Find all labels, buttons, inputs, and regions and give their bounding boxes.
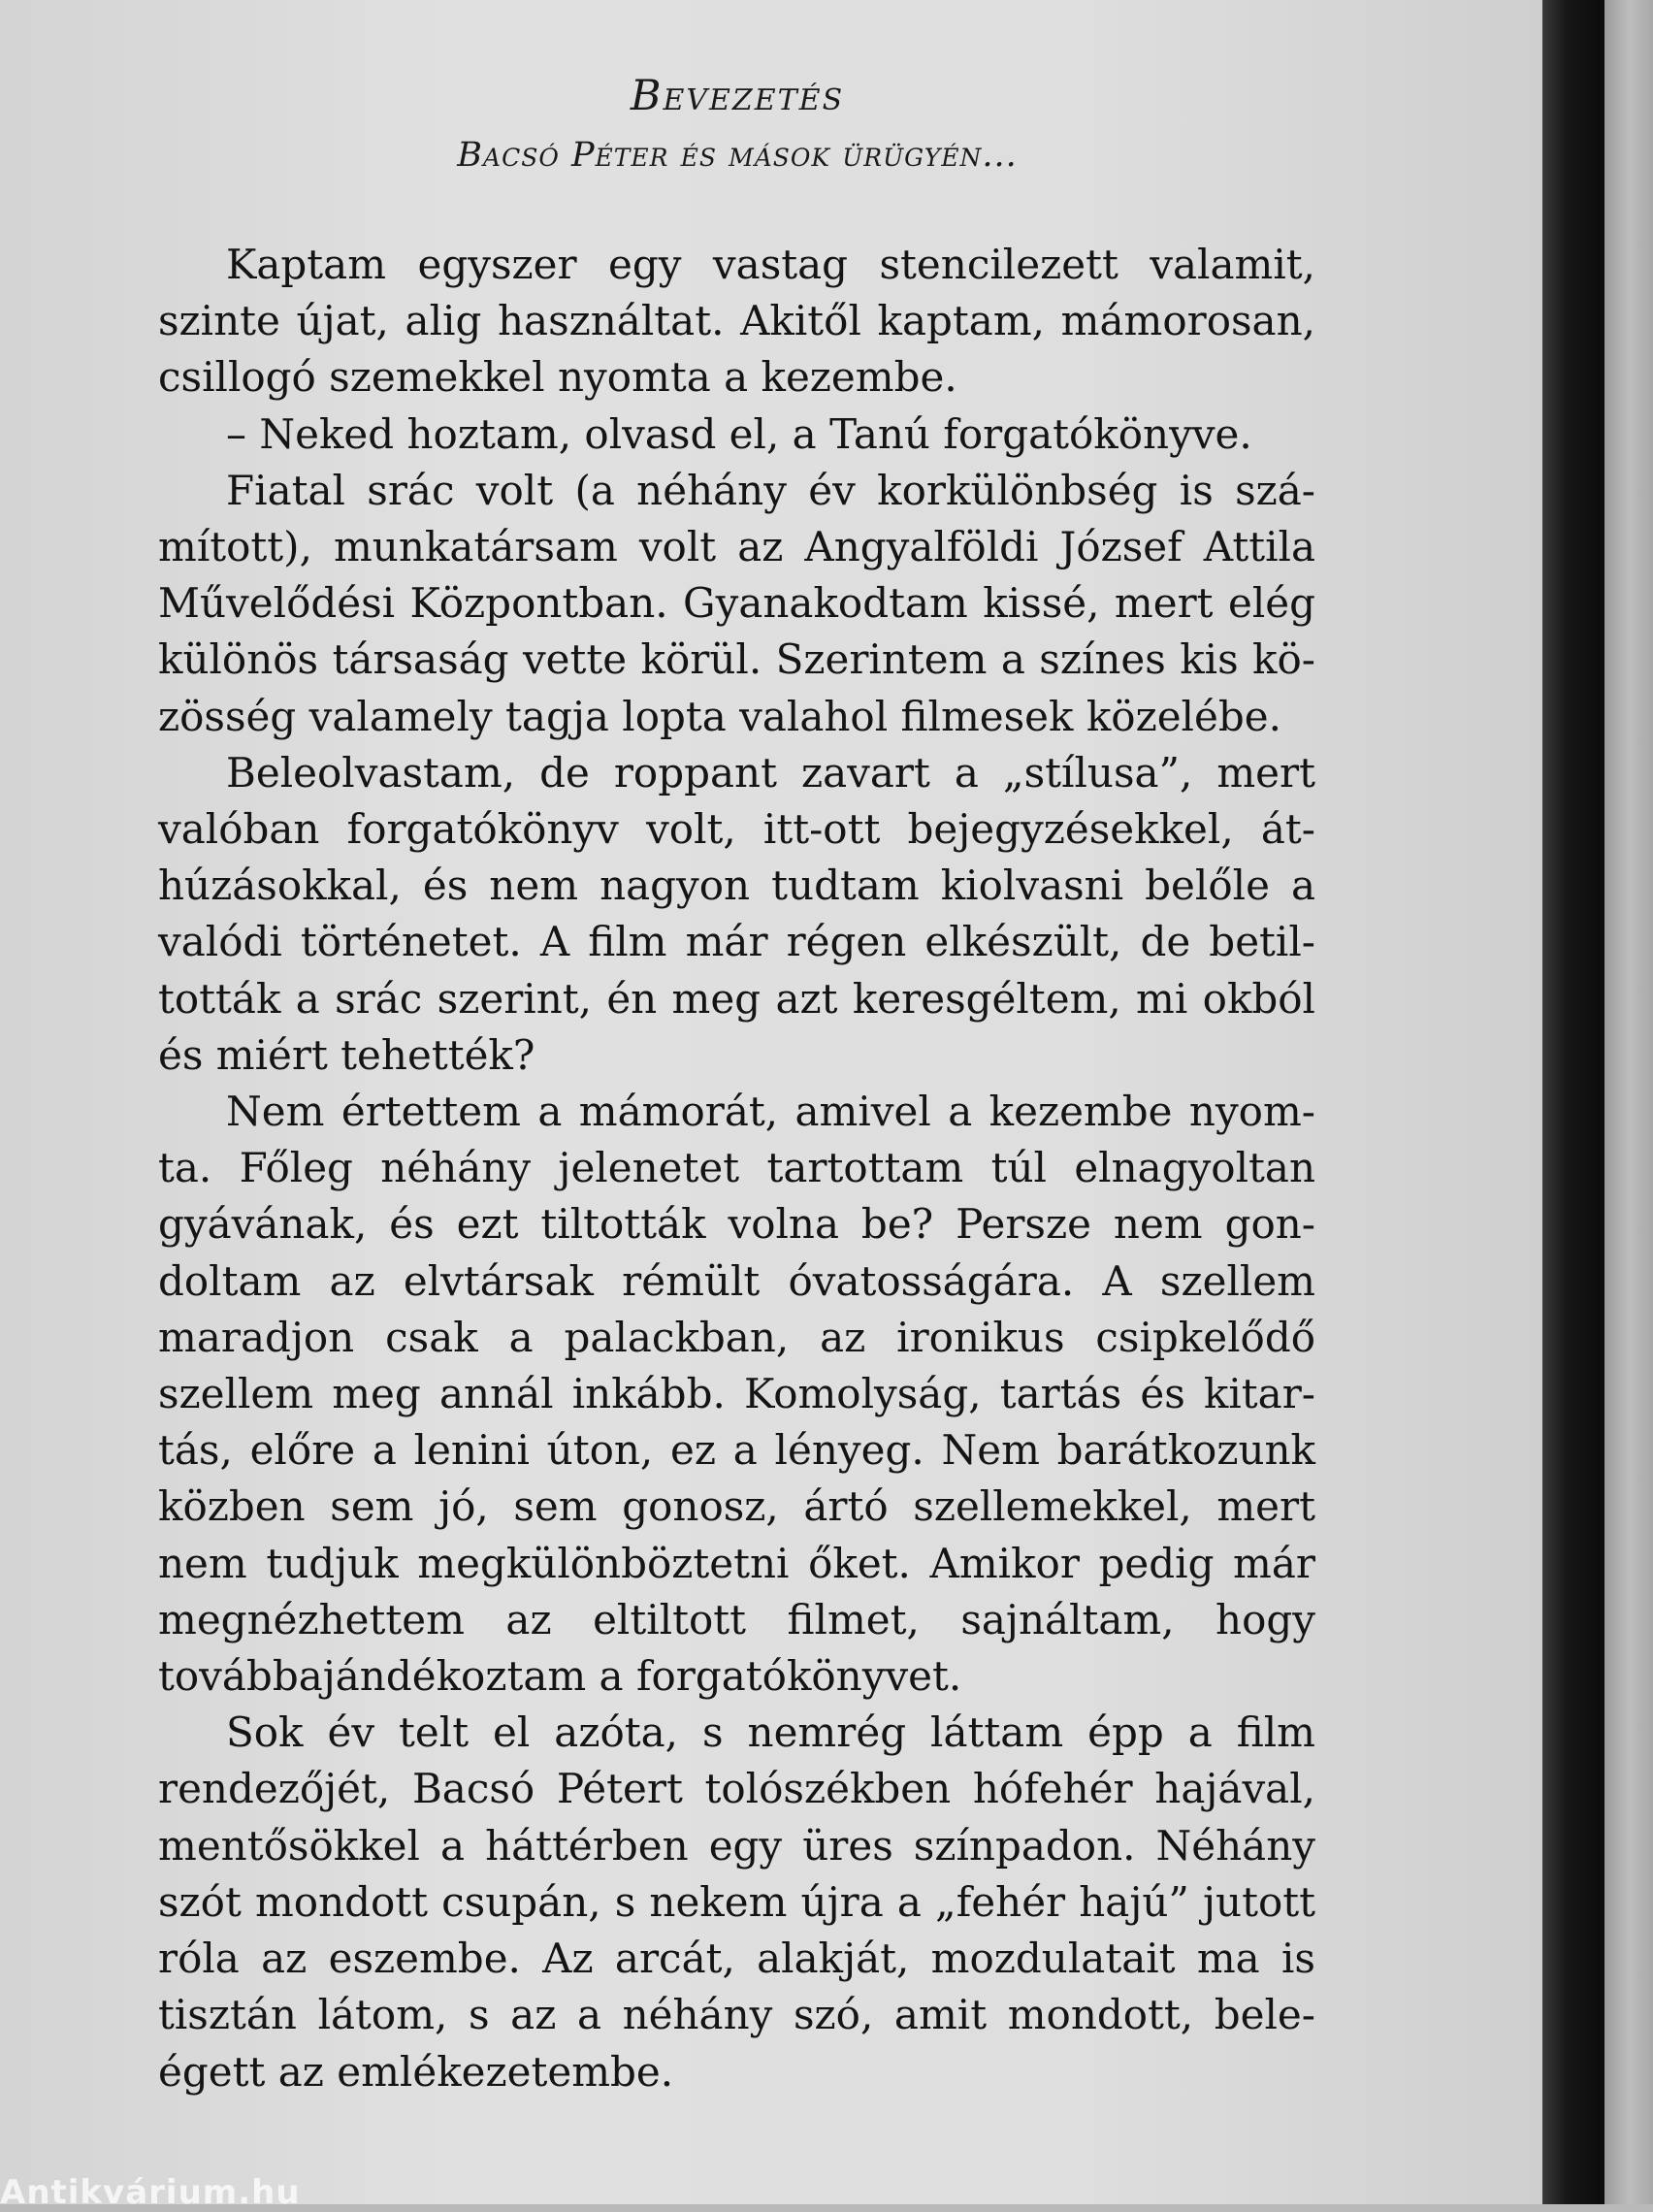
paragraph-5: Nem értettem a mámorát, amivel a kezembe nyomta. Főleg néhány jelenetet tartottam túl elnagyoltan gyávának, és ezt tiltották volna be? Persze nem gondoltam az elvtársak rémült óvatosságára. A szellem maradjon csak a palackban, az ironikus csipkelődő szellem meg annál inkább. Komolyság, tartás és kitartás, előre a lenini úton, ez a lényeg. Nem barátkozunk közben sem jó, sem gonosz, ártó szellemekkel, mert nem tudjuk megkülönböztetni őket. Amikor pedig már megnézhettem az eltiltott filmet, sajnáltam, hogy továbbajándékoztam a forgatókönyvet. <box>158 1088 1315 1701</box>
book-binding-shadow <box>1542 0 1604 2204</box>
chapter-body <box>158 237 1315 2100</box>
paragraph-3: Fiatal srác volt (a néhány év korkülönbség is számított), munkatársam volt az Angyalföldi József Attila Művelődési Központban. Gyanakodtam kissé, mert elég különös társaság vette körül. Szerintem a színes kis közösség valamely tagja lopta valahol filmesek közelébe. <box>158 466 1315 740</box>
book-page-edge <box>1604 0 1653 2204</box>
paragraph-2: – Neked hoztam, olvasd el, a Tanú forgatókönyve. <box>226 409 1252 458</box>
paragraph-1: Kaptam egyszer egy vastag stencilezett valamit, szinte újat, alig használtat. Akitől kaptam, mámorosan, csillogó szemekkel nyomta a kezembe. <box>158 241 1315 402</box>
paragraph-6: Sok év telt el azóta, s nemrég láttam épp a film rendezőjét, Bacsó Pétert tolószékben hófehér hajával, mentősökkel a háttérben egy üres színpadon. Néhány szót mondott csupán, s nekem újra a „fehér hajú” jutott róla az eszembe. Az arcát, alakját, mozdulatait ma is tisztán látom, s az a néhány szó, amit mondott, beleégett az emlékezetembe. <box>158 1708 1315 2096</box>
paragraph-4: Beleolvastam, de roppant zavart a „stílusa”, mert valóban forgatókönyv volt, itt-ott bejegyzésekkel, áthúzásokkal, és nem nagyon tudtam kiolvasni belőle a valódi történetet. A film már régen elkészült, de betiltották a srác szerint, én meg azt keresgéltem, mi okból és miért tehették? <box>158 748 1315 1079</box>
watermark: Antikvárium.hu <box>0 2173 301 2212</box>
chapter-subtitle: Bacsó Péter és mások ürügyén... <box>457 136 1018 175</box>
chapter-title: Bevezetés <box>630 72 845 120</box>
